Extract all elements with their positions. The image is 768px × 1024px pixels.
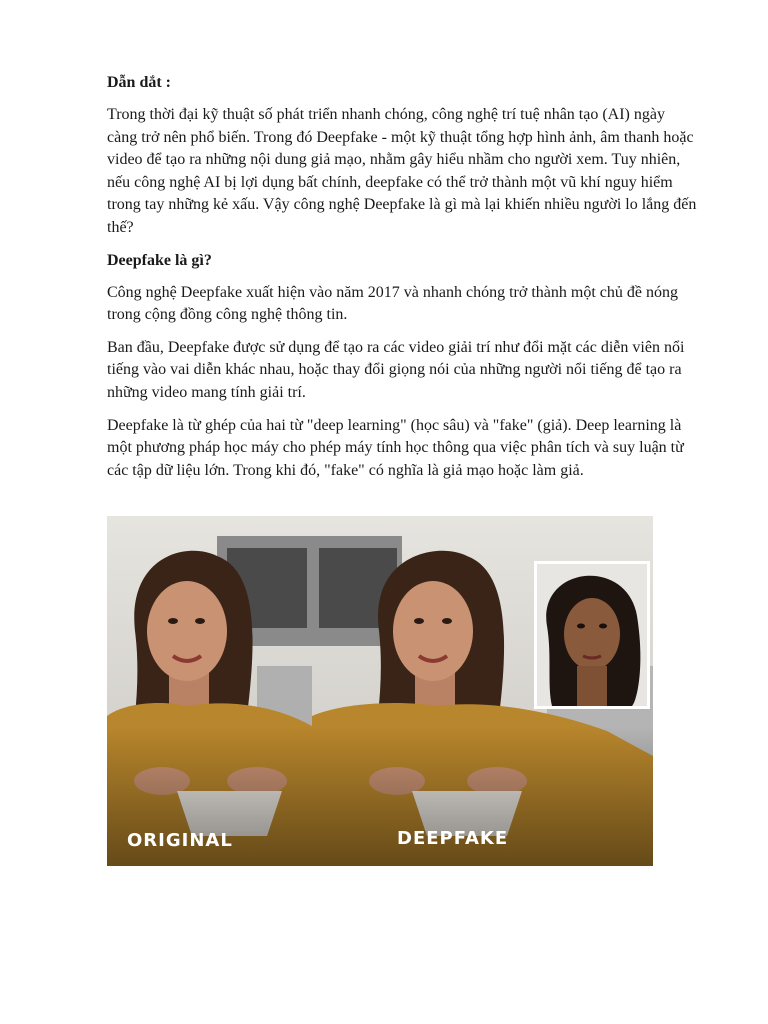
- paragraph-definition: Deepfake là từ ghép của hai từ "deep learning" (học sâu) và "fake" (giả). Deep learning là một phương pháp học máy cho phép máy tính học thông qua việc phân tích và suy luận từ các tập dữ liệu lớn. Trong khi đó, "fake" có nghĩa là giả mạo hoặc làm giả.: [107, 416, 684, 479]
- paragraph-intro: Trong thời đại kỹ thuật số phát triển nhanh chóng, công nghệ trí tuệ nhân tạo (AI) ngày càng trở nên phổ biến. Trong đó Deepfake - một kỹ thuật tổng hợp hình ảnh, âm thanh hoặc video để tạo ra những nội dung giả mạo, nhằm gây hiểu nhầm cho người xem. Tuy nhiên, nếu công nghệ AI bị lợi dụng bất chính, deepfake có thể trở thành một vũ khí nguy hiểm trong tay những kẻ xấu. Vậy công nghệ Deepfake là gì mà lại khiến nhiều người lo lắng đến thế?: [107, 106, 697, 236]
- heading-what-is-deepfake: Deepfake là gì?: [107, 251, 212, 269]
- inset-source-face: [534, 561, 650, 709]
- deepfake-panel: [312, 516, 653, 866]
- comparison-illustration: [107, 516, 653, 866]
- label-original: ORIGINAL: [127, 830, 233, 851]
- original-panel: [107, 516, 312, 866]
- paragraph-origin: Công nghệ Deepfake xuất hiện vào năm 2017 và nhanh chóng trở thành một chủ đề nóng trong cộng đồng công nghệ thông tin.: [107, 283, 678, 324]
- comparison-image: [107, 516, 653, 866]
- document-body: [107, 72, 697, 492]
- heading-intro: Dẫn dắt :: [107, 74, 172, 91]
- paragraph-early-use: Ban đầu, Deepfake được sử dụng để tạo ra các video giải trí như đổi mặt các diễn viên nổi tiếng vào vai diễn khác nhau, hoặc thay đổi giọng nói của những người nổi tiếng để tạo ra những video mang tính giải trí.: [107, 338, 685, 401]
- label-deepfake: DEEPFAKE: [397, 828, 509, 849]
